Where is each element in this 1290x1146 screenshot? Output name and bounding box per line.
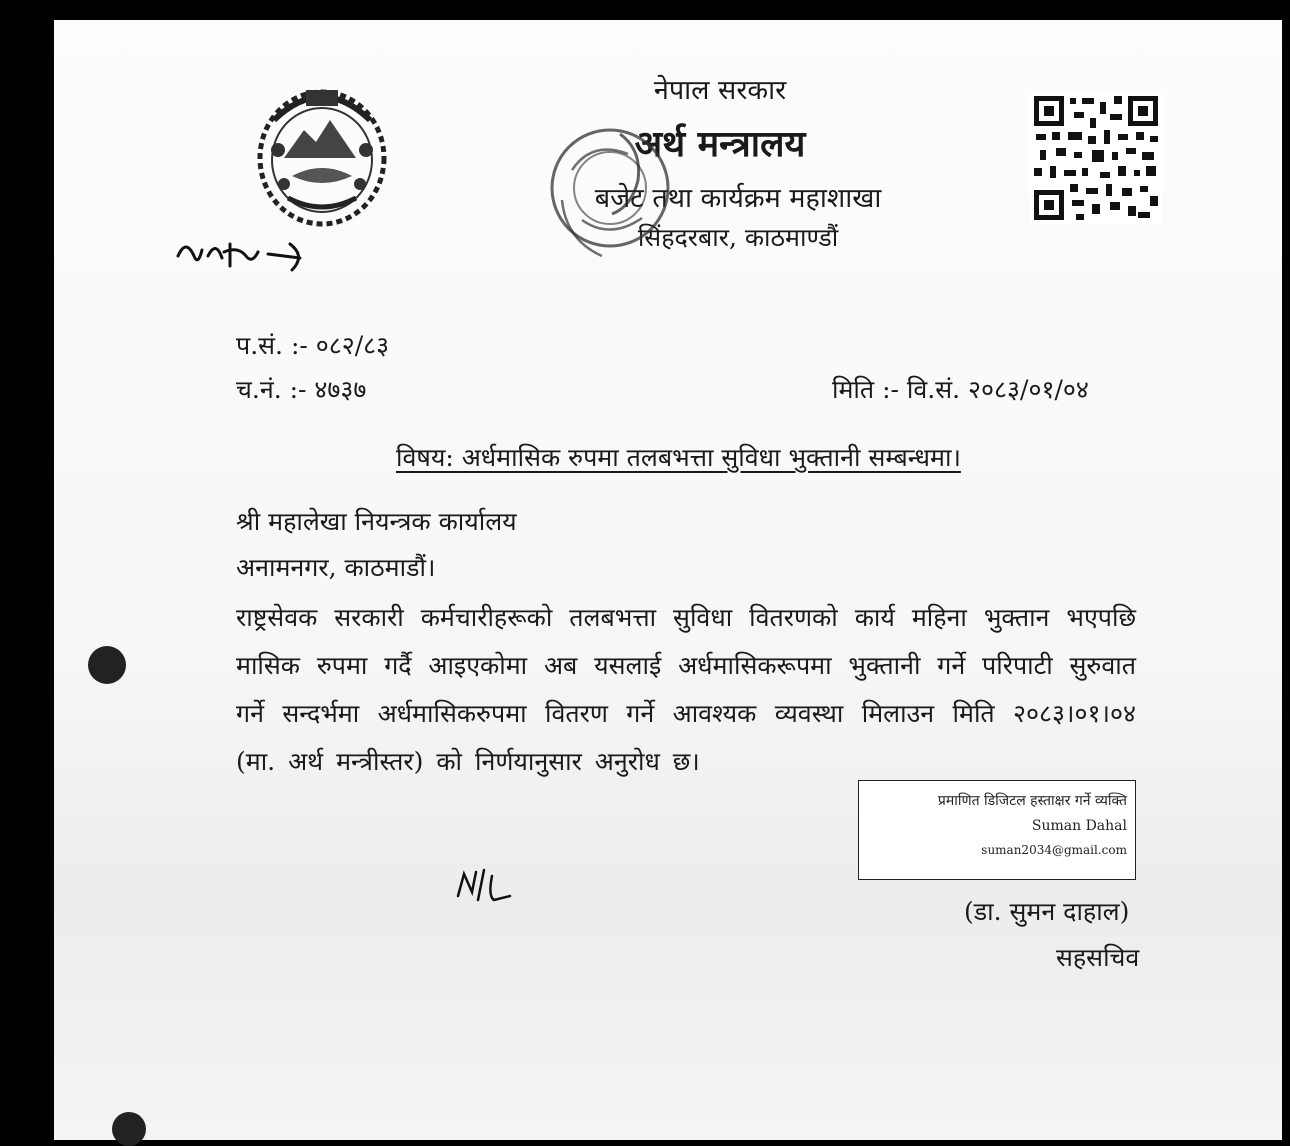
ministry-name: अर्थ मन्त्रालय xyxy=(634,123,806,165)
signatory-name: (डा. सुमन दाहाल) xyxy=(964,897,1130,926)
svg-text:परिपत्र: परिपत्र xyxy=(172,226,175,227)
qr-code xyxy=(1030,92,1162,224)
recipient-office: श्री महालेखा नियन्त्रक कार्यालय xyxy=(236,507,517,536)
division-name: बजेट तथा कार्यक्रम महाशाखा xyxy=(594,183,882,214)
digital-signature-email: suman2034@gmail.com xyxy=(981,843,1127,857)
handwritten-initials xyxy=(454,866,514,906)
digital-signature-caption: प्रमाणित डिजिटल हस्ताक्षर गर्ने व्यक्ति xyxy=(937,793,1127,809)
letter-date: मिति :- वि.सं. २०८३/०१/०४ xyxy=(832,375,1089,404)
government-name: नेपाल सरकार xyxy=(653,75,787,106)
office-stamp xyxy=(532,110,682,280)
punch-hole xyxy=(112,1112,146,1146)
digital-signature-box xyxy=(858,780,1136,880)
reference-chalani: च.नं. :- ४७३७ xyxy=(236,375,367,404)
letter-body: राष्ट्रसेवक सरकारी कर्मचारीहरूको तलबभत्ता सुविधा वितरणको कार्य महिना भुक्तान भएपछि मासिक रुपमा गर्दै आइएकोमा अब यसलाई अर्धमासिकरूपमा भुक्तानी गर्ने परिपाटी सुरुवात गर्ने सन्दर्भमा अर्धमासिकरुपमा वितरण गर्ने आवश्यक व्यवस्था मिलाउन मिति २०८३।०१।०४ (मा. अर्थ मन्त्रीस्तर) को निर्णयानुसार अनुरोध छ। xyxy=(236,603,1136,776)
recipient-address: अनामनगर, काठमाडौं। xyxy=(236,553,436,582)
handwritten-note xyxy=(172,226,322,280)
signatory-designation: सहसचिव xyxy=(1056,943,1140,972)
reference-ps: प.सं. :- ०८२/८३ xyxy=(236,331,390,360)
letter-subject: विषय: अर्धमासिक रुपमा तलबभत्ता सुविधा भुक्तानी सम्बन्धमा। xyxy=(396,443,961,472)
nepal-emblem-logo xyxy=(244,80,400,232)
office-location: सिंहदरबार, काठमाण्डौं xyxy=(637,223,839,252)
digital-signature-name: Suman Dahal xyxy=(1031,818,1127,834)
punch-hole xyxy=(88,646,126,684)
